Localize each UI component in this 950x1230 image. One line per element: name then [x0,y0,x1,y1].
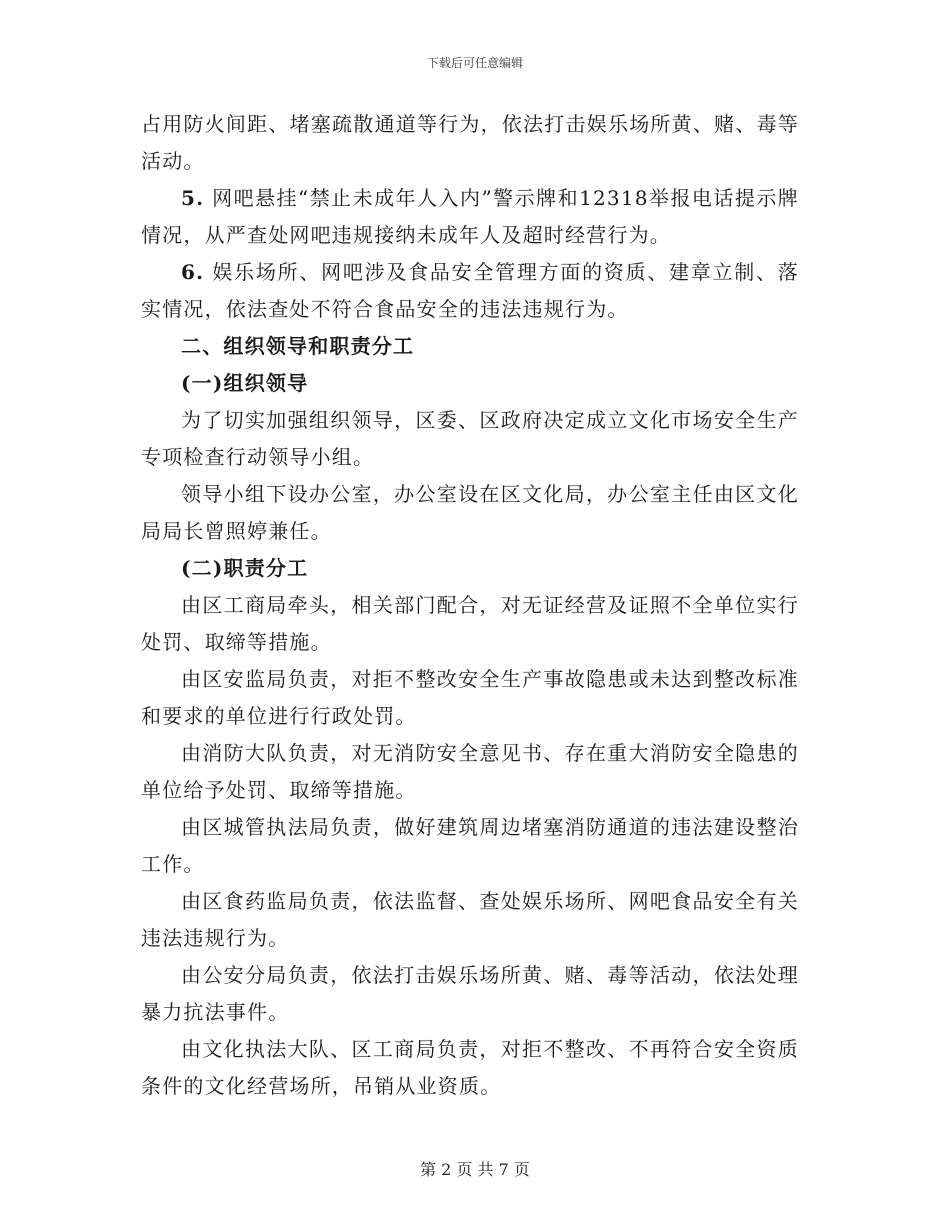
paragraph: 由区安监局负责，对拒不整改安全生产事故隐患或未达到整改标准和要求的单位进行行政处罚。 [141,667,799,728]
paragraph-continuation: 占用防火间距、堵塞疏散通道等行为，依法打击娱乐场所黄、赌、毒等活动。 [141,112,799,173]
section-heading: 二、组织领导和职责分工 [181,334,415,358]
paragraph: 由公安分局负责，依法打击娱乐场所黄、赌、毒等活动，依法处理暴力抗法事件。 [141,963,799,1024]
paragraph-item-5: 5. 网吧悬挂“禁止未成年人入内”警示牌和12318举报电话提示牌情况，从严查处网吧违规接纳未成年人及超时经营行为。 [141,186,800,247]
item-number: 6. [181,260,205,284]
paragraph: 由文化执法大队、区工商局负责，对拒不整改、不再符合安全资质条件的文化经营场所，吊销从业资质。 [141,1037,799,1098]
item-number: 5. [181,186,205,210]
page-header: 下载后可任意编辑 [426,56,523,70]
document-body [141,106,799,1105]
page-footer: 第 2 页 共 7 页 [420,1160,530,1179]
paragraph: 由消防大队负责，对无消防安全意见书、存在重大消防安全隐患的单位给予处罚、取缔等措施。 [141,741,799,802]
paragraph: 由区城管执法局负责，做好建筑周边堵塞消防通道的违法建设整治工作。 [141,815,799,876]
paragraph: 领导小组下设办公室，办公室设在区文化局，办公室主任由区文化局局长曾照婷兼任。 [141,482,799,543]
paragraph-item-6: 6. 娱乐场所、网吧涉及食品安全管理方面的资质、建章立制、落实情况，依法查处不符合食品安全的违法违规行为。 [141,260,799,321]
paragraph: 由区食药监局负责，依法监督、查处娱乐场所、网吧食品安全有关违法违规行为。 [141,889,799,950]
subsection-heading-duties: (二)职责分工 [181,556,309,580]
subsection-heading-organization: (一)组织领导 [181,371,309,395]
paragraph: 由区工商局牵头，相关部门配合，对无证经营及证照不全单位实行处罚、取缔等措施。 [141,593,799,654]
paragraph: 为了切实加强组织领导，区委、区政府决定成立文化市场安全生产专项检查行动领导小组。 [141,408,799,469]
